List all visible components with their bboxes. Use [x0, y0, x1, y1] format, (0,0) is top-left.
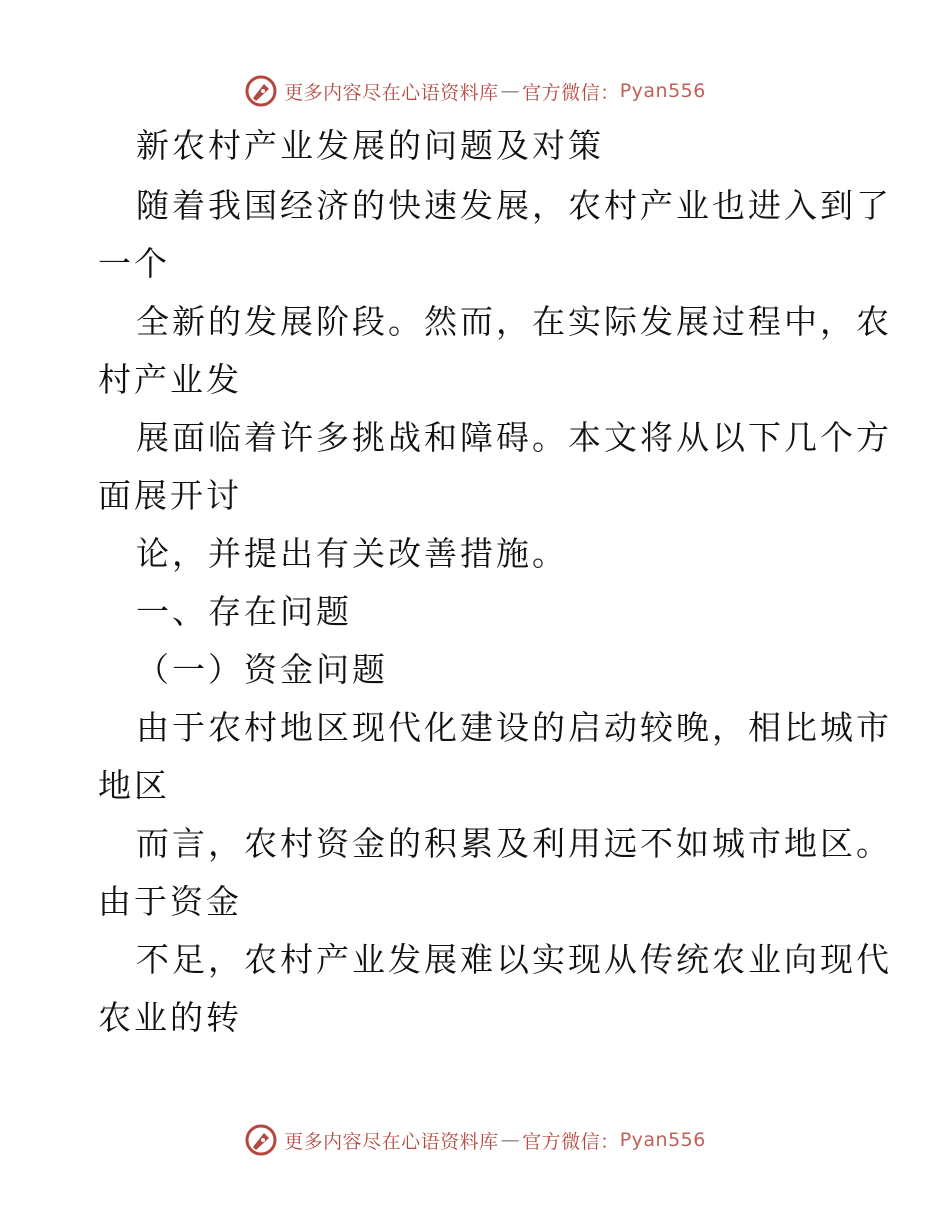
paragraph-line: 论，并提出有关改善措施。 [136, 534, 568, 573]
watermark-separator: — [500, 1129, 521, 1151]
watermark-contact-label: 官方微信： [522, 1130, 620, 1153]
watermark-separator: — [500, 80, 521, 102]
watermark-text: 更多内容尽在心语资料库 [284, 1130, 499, 1153]
pen-nib-logo-icon [244, 1123, 278, 1157]
paragraph-line: 而言，农村资金的积累及利用远不如城市地区。 [136, 824, 892, 863]
watermark-contact-label: 官方微信： [522, 81, 620, 104]
paragraph-line: 不足，农村产业发展难以实现从传统农业向现代 [136, 940, 892, 979]
paragraph-line: 一个 [98, 244, 170, 283]
watermark-text: 更多内容尽在心语资料库 [284, 81, 499, 104]
section-heading: 一、存在问题 [136, 592, 352, 631]
paragraph-line: 由于资金 [98, 882, 242, 921]
watermark-contact-id: Pyan556 [619, 80, 706, 102]
document-title: 新农村产业发展的问题及对策 [136, 126, 604, 165]
paragraph-line: 地区 [98, 766, 170, 805]
pen-nib-logo-icon [244, 74, 278, 108]
subsection-heading: （一）资金问题 [136, 650, 388, 689]
header-watermark [0, 71, 950, 111]
watermark-contact-id: Pyan556 [619, 1129, 706, 1151]
paragraph-line: 农业的转 [98, 998, 242, 1037]
paragraph-line: 面展开讨 [98, 476, 242, 515]
paragraph-line: 由于农村地区现代化建设的启动较晚，相比城市 [136, 708, 892, 747]
paragraph-line: 全新的发展阶段。然而，在实际发展过程中，农 [136, 302, 892, 341]
paragraph-line: 展面临着许多挑战和障碍。本文将从以下几个方 [136, 418, 892, 457]
paragraph-line: 随着我国经济的快速发展，农村产业也进入到了 [136, 186, 892, 225]
paragraph-line: 村产业发 [98, 360, 242, 399]
footer-watermark [0, 1120, 950, 1160]
